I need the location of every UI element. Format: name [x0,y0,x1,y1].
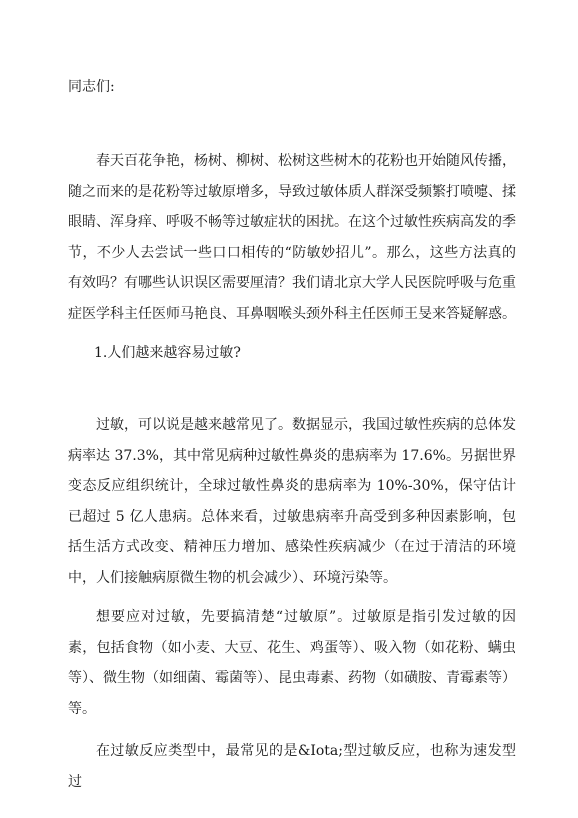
paragraph-reaction-types: 在过敏反应类型中，最常见的是&Iota;型过敏反应，也称为速发型过 [68,743,516,790]
paragraph-intro: 春天百花争艳，杨树、柳树、松树这些树木的花粉也开始随风传播，随之而来的是花粉等过敏原增多，导致过敏体质人群深受频繁打喷嚏、揉眼睛、浑身痒、呼吸不畅等过敏症状的困扰。在这个过敏性疾病高发的季节，不少人去尝试一些口口相传的“防敏妙招儿”。那么，这些方法真的有效吗？有哪些认识误区需要厘清？我们请北京大学人民医院呼吸与危重症医学科主任医师马艳良、耳鼻咽喉头颈外科主任医师王旻来答疑解惑。 [68,153,516,322]
section-heading: 1.人们越来越容易过敏? [94,345,241,361]
paragraph-allergens: 想要应对过敏，先要搞清楚“过敏原”。过敏原是指引发过敏的因素，包括食物（如小麦、大豆、花生、鸡蛋等）、吸入物（如花粉、螨虫等）、微生物（如细菌、霉菌等）、昆虫毒素、药物（如磺胺、青霉素等）等。 [68,609,516,717]
salutation: 同志们: [68,79,115,95]
paragraph-prevalence: 过敏，可以说是越来越常见了。数据显示，我国过敏性疾病的总体发病率达 37.3%，其中常见病种过敏性鼻炎的患病率为 17.6%。另据世界变态反应组织统计，全球过敏性鼻炎的患病率为 10%-30%，保守估计已超过 5 亿人患病。总体来看，过敏患病率升高受到多种因素影响，包括生活方式改变、精神压力增加、感染性疾病减少（在过于清洁的环境中，人们接触病原微生物的机会减少）、环境污染等。 [68,417,516,586]
